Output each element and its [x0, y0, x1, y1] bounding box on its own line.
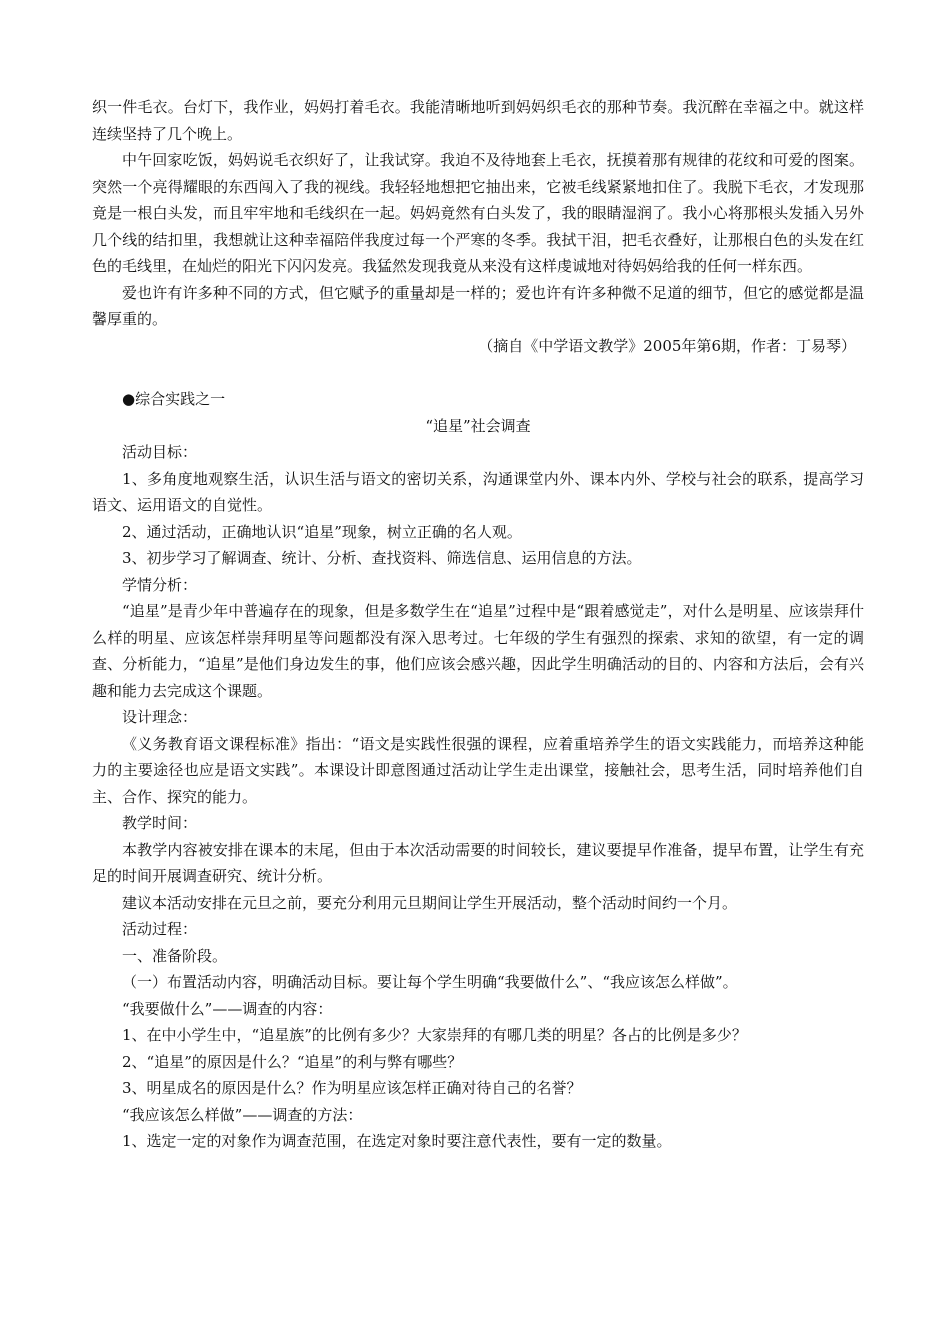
- concept-heading: 设计理念：: [122, 708, 198, 726]
- what-heading: “我要做什么”——调查的内容：: [122, 999, 333, 1018]
- what-item-2: 2、“追星”的原因是什么？“追星”的利与弊有哪些？: [122, 1052, 463, 1071]
- section-heading: ●综合实践之一: [122, 390, 226, 408]
- document-page: [92, 94, 864, 1155]
- goal-item-1: 1、多角度地观察生活，认识生活与语文的密切关系，沟通课堂内外、课本内外、学校与社会的联系，提高学习语文、运用语文的自觉性。: [92, 469, 864, 514]
- analysis-heading: 学情分析：: [122, 575, 198, 594]
- section-spacer: [92, 359, 864, 386]
- analysis-paragraph: “追星”是青少年中普遍存在的现象，但是多数学生在“追星”过程中是“跟着感觉走”，对什么是明星、应该崇拜什么样的明星、应该怎样崇拜明星等问题都没有深入思考过。七年级的学生有强烈的探索、求知的欲望，有一定的调查、分析能力，“追星”是他们身边发生的事，他们应该会感兴趣，因此学生明确活动的目的、内容和方法后，会有兴趣和能力去完成这个课题。: [92, 602, 864, 700]
- concept-paragraph: 《义务教育语文课程标准》指出：“语文是实践性很强的课程，应着重培养学生的语文实践能力，而培养这种能力的主要途径也应是语文实践”。本课设计即意图通过活动让学生走出课堂，接触社会，思考生活，同时培养他们自主、合作、探究的能力。: [92, 734, 864, 806]
- goal-heading: 活动目标：: [122, 443, 198, 461]
- what-item-1: 1、在中小学生中，“追星族”的比例有多少？大家崇拜的有哪几类的明星？各占的比例是多少？: [122, 1026, 747, 1044]
- goal-item-3: 3、初步学习了解调查、统计、分析、查找资料、筛选信息、运用信息的方法。: [122, 549, 642, 567]
- time-paragraph-1: 本教学内容被安排在课本的末尾，但由于本次活动需要的时间较长，建议要提早作准备，提早布置，让学生有充足的时间开展调查研究、统计分析。: [92, 840, 864, 885]
- goal-item-2: 2、通过活动，正确地认识“追星”现象，树立正确的名人观。: [122, 522, 522, 541]
- how-heading: “我应该怎么样做”——调查的方法：: [122, 1105, 363, 1124]
- stage-1-heading: 一、准备阶段。: [122, 946, 228, 965]
- process-heading: 活动过程：: [122, 920, 198, 938]
- what-item-3: 3、明星成名的原因是什么？作为明星应该怎样正确对待自己的名誉？: [122, 1079, 582, 1097]
- essay-paragraph-1: 织一件毛衣。台灯下，我作业，妈妈打着毛衣。我能清晰地听到妈妈织毛衣的那种节奏。我沉醉在幸福之中。就这样连续坚持了几个晚上。: [92, 98, 864, 143]
- step-1: （一）布置活动内容，明确活动目标。要让每个学生明确“我要做什么”、“我应该怎么样做”。: [122, 973, 738, 991]
- essay-paragraph-2: 中午回家吃饭，妈妈说毛衣织好了，让我试穿。我迫不及待地套上毛衣，抚摸着那有规律的花纹和可爱的图案。突然一个亮得耀眼的东西闯入了我的视线。我轻轻地想把它抽出来，它被毛线紧紧地扣住了。我脱下毛衣，才发现那竟是一根白头发，而且牢牢地和毛线织在一起。妈妈竟然有白头发了，我的眼睛湿润了。我小心将那根头发插入另外几个线的结扣里，我想就让这种幸福陪伴我度过每一个严寒的冬季。我拭干泪，把毛衣叠好，让那根白色的头发在红色的毛线里，在灿烂的阳光下闪闪发亮。我猛然发现我竟从来没有这样虔诚地对待妈妈给我的任何一样东西。: [92, 151, 864, 275]
- time-paragraph-2: 建议本活动安排在元旦之前，要充分利用元旦期间让学生开展活动，整个活动时间约一个月。: [122, 893, 738, 912]
- how-item-1: 1、选定一定的对象作为调查范围，在选定对象时要注意代表性，要有一定的数量。: [122, 1132, 672, 1150]
- activity-title: “追星”社会调查: [425, 416, 531, 435]
- essay-source: （摘自《中学语文教学》2005年第6期，作者：丁易琴）: [478, 336, 856, 355]
- essay-paragraph-3: 爱也许有许多种不同的方式，但它赋予的重量却是一样的；爱也许有许多种微不足道的细节，但它的感觉都是温馨厚重的。: [92, 283, 864, 328]
- time-heading: 教学时间：: [122, 814, 198, 832]
